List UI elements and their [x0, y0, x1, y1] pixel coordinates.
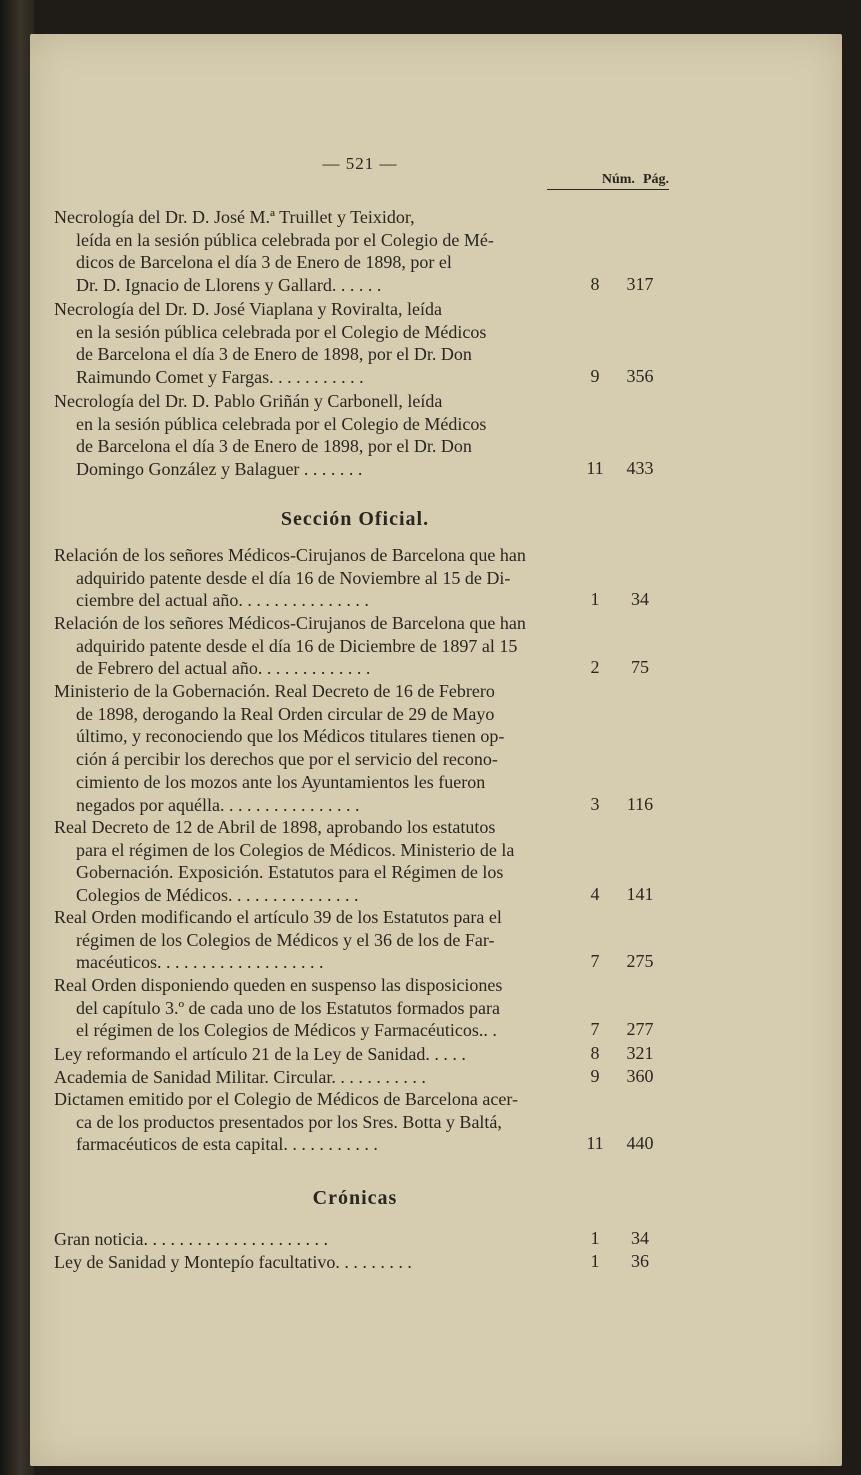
entry-line: leída en la sesión pública celebrada por el Colegio de Mé- [76, 229, 494, 250]
entry-line: Relación de los señores Médicos-Cirujanos de Barcelona que han [54, 613, 526, 633]
entry-line: adquirido patente desde el día 16 de Diciembre de 1897 al 15 [76, 635, 518, 656]
entry-number: 8 [590, 1043, 600, 1063]
entry-page: 321 [626, 1043, 654, 1063]
col-num-label: Núm. [601, 172, 635, 187]
index-entry [54, 206, 566, 297]
entry-number: 1 [590, 589, 600, 610]
entry-page: 141 [626, 884, 654, 905]
entry-line: ción á percibir los derechos que por el servicio del recono- [76, 749, 498, 770]
entry-line: farmacéuticos de esta capital. . . . . . . . . . . [76, 1134, 378, 1155]
entry-number: 7 [590, 1019, 600, 1040]
entry-line: Necrología del Dr. D. José Viaplana y Roviralta, leída [54, 299, 442, 319]
index-entry [54, 1228, 566, 1251]
index-entry [54, 816, 566, 907]
index-entry [54, 974, 566, 1042]
entry-number: 3 [590, 793, 600, 814]
entry-number: 4 [590, 884, 600, 905]
entry-line: régimen de los Colegios de Médicos y el 36 de los de Far- [76, 929, 495, 950]
entry-line: Necrología del Dr. D. Pablo Griñán y Carbonell, leída [54, 391, 443, 411]
entry-page: 34 [631, 589, 649, 610]
index-entry [54, 1251, 566, 1274]
entry-line: ciembre del actual año. . . . . . . . . . . . . . . [76, 590, 369, 611]
index-entry [54, 1088, 566, 1156]
entry-number: 2 [590, 657, 600, 678]
entry-page: 75 [631, 657, 649, 678]
entry-page: 34 [631, 1228, 649, 1248]
entry-number: 1 [590, 1228, 600, 1248]
entry-number: 7 [590, 951, 600, 972]
index-entry [54, 544, 566, 612]
entry-number: 1 [590, 1251, 600, 1271]
entry-line: Ministerio de la Gobernación. Real Decreto de 16 de Febrero [54, 681, 495, 701]
entry-line: macéuticos. . . . . . . . . . . . . . . . . . . [76, 952, 324, 973]
entry-line: de Febrero del actual año. . . . . . . . . . . . . [76, 658, 371, 679]
entry-line: Ley reformando el artículo 21 de la Ley de Sanidad. . . . . [54, 1044, 466, 1064]
entry-line: dicos de Barcelona el día 3 de Enero de 1898, por el [76, 252, 452, 273]
entry-page: 116 [626, 793, 654, 814]
entry-number: 9 [590, 1066, 600, 1086]
entry-line: negados por aquélla. . . . . . . . . . . . . . . . [76, 794, 360, 815]
entry-line: Raimundo Comet y Fargas. . . . . . . . . . . [76, 367, 364, 388]
column-header [547, 172, 669, 190]
index-entry [54, 680, 566, 816]
entry-line: de 1898, derogando la Real Orden circular de 29 de Mayo [76, 703, 495, 724]
entry-number: 11 [586, 1133, 604, 1154]
entry-page: 433 [626, 458, 654, 479]
entry-line: Ley de Sanidad y Montepío facultativo. . . . . . . . . [54, 1252, 412, 1272]
entry-page: 317 [626, 274, 654, 295]
entry-line: Dictamen emitido por el Colegio de Médicos de Barcelona acer- [54, 1089, 518, 1109]
entry-page: 275 [626, 951, 654, 972]
book-spine [0, 0, 34, 1475]
entry-line: de Barcelona el día 3 de Enero de 1898, por el Dr. Don [76, 436, 472, 457]
entry-page: 440 [626, 1133, 654, 1154]
entry-line: el régimen de los Colegios de Médicos y Farmacéuticos.. . [76, 1020, 497, 1041]
entry-line: Colegios de Médicos. . . . . . . . . . . . . . . [76, 885, 359, 906]
entry-line: del capítulo 3.º de cada uno de los Estatutos formados para [76, 997, 500, 1018]
section-title-oficial: Sección Oficial. [280, 508, 430, 530]
entry-line: adquirido patente desde el día 16 de Noviembre al 15 de Di- [76, 567, 511, 588]
entry-line: Academia de Sanidad Militar. Circular. . . . . . . . . . . [54, 1067, 426, 1087]
entry-line: cimiento de los mozos ante los Ayuntamientos les fueron [76, 771, 486, 792]
entry-line: para el régimen de los Colegios de Médicos. Ministerio de la [76, 839, 515, 860]
entry-line: Relación de los señores Médicos-Cirujanos de Barcelona que han [54, 545, 526, 565]
entry-line: en la sesión pública celebrada por el Colegio de Médicos [76, 321, 487, 342]
index-entry [54, 298, 566, 389]
section-title-cronicas: Crónicas [312, 1187, 398, 1209]
entry-line: Gran noticia. . . . . . . . . . . . . . . . . . . . . [54, 1229, 328, 1249]
entry-page: 360 [626, 1066, 654, 1086]
entry-line: Dr. D. Ignacio de Llorens y Gallard. . . . . . [76, 275, 382, 296]
index-entry [54, 1066, 566, 1089]
entry-page: 356 [626, 366, 654, 387]
entry-line: ca de los productos presentados por los Sres. Botta y Baltá, [76, 1111, 502, 1132]
entry-line: de Barcelona el día 3 de Enero de 1898, por el Dr. Don [76, 344, 472, 365]
page-number: — 521 — [322, 154, 398, 173]
entry-line: Necrología del Dr. D. José M.ª Truillet y Teixidor, [54, 207, 415, 227]
entry-page: 277 [626, 1019, 654, 1040]
entry-number: 9 [590, 366, 600, 387]
index-entry [54, 906, 566, 974]
entry-number: 8 [590, 274, 600, 295]
entry-line: en la sesión pública celebrada por el Colegio de Médicos [76, 413, 487, 434]
index-entry [54, 612, 566, 680]
entry-page: 36 [631, 1251, 649, 1271]
index-entry [54, 390, 566, 481]
entry-line: Real Orden disponiendo queden en suspenso las disposiciones [54, 975, 503, 995]
entry-line: Real Orden modificando el artículo 39 de los Estatutos para el [54, 907, 502, 927]
entry-line: Real Decreto de 12 de Abril de 1898, aprobando los estatutos [54, 817, 496, 837]
entry-number: 11 [586, 458, 604, 479]
col-pag-label: Pág. [642, 172, 669, 187]
entry-line: Domingo González y Balaguer . . . . . . . [76, 459, 363, 480]
index-entry [54, 1043, 566, 1066]
entry-line: Gobernación. Exposición. Estatutos para el Régimen de los [76, 862, 504, 883]
entry-line: último, y reconociendo que los Médicos titulares tienen op- [76, 726, 505, 747]
